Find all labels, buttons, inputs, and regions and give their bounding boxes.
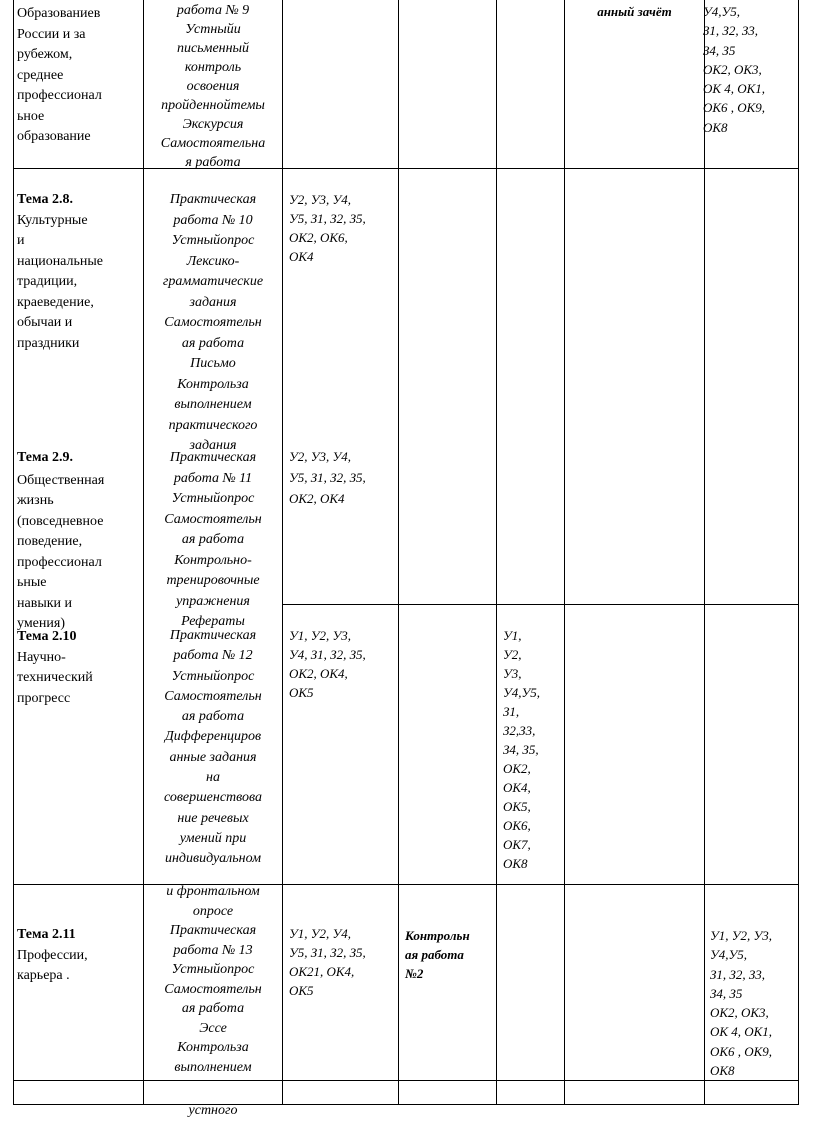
row-5-control: Контрольн ая работа №2 — [405, 928, 470, 981]
row-1-competencies: У4,У5, З1, З2, З3, З4, З5 ОК2, ОК3, ОК 4, ОК1, ОК6 , ОК9, ОК8 — [703, 4, 766, 135]
col-divider-4 — [496, 0, 497, 1105]
row-3-topic-text: Общественная жизнь (повседневное поведение, профессионал ьные навыки и умения) — [17, 472, 105, 631]
row-divider-4 — [13, 1104, 799, 1105]
row-4-topic-title: Тема 2.10 — [17, 629, 77, 644]
row-2-topic-text: Культурные и национальные традиции, краеведение, обычаи и праздники — [17, 212, 104, 351]
row-4-results: У1, У2, У3, У4,У5, З1, З2,З3, З4, З5, ОК2, ОК4, ОК5, ОК6, ОК7, ОК8 — [503, 628, 540, 871]
row-1-forms: работа № 9 Устныйи письменный контроль освоения пройденнойтемы Экскурсия Самостоятельна я работа — [160, 3, 266, 170]
row-3-skills: У2, У3, У4, У5, З1, З2, З5, ОК2, ОК4 — [289, 449, 366, 506]
row-4-topic — [17, 627, 143, 709]
row-2-topic — [17, 190, 143, 354]
row-divider-1 — [13, 168, 799, 169]
row-5-competencies: У1, У2, У3, У4,У5, З1, З2, З3, З4, З5 ОК2, ОК3, ОК 4, ОК1, ОК6 , ОК9, ОК8 — [710, 928, 773, 1079]
row-divider-3 — [13, 1080, 799, 1081]
row-2-topic-title: Тема 2.8. — [17, 192, 73, 207]
row-5-topic-text: Профессии, карьера . — [17, 947, 88, 983]
col-divider-3 — [398, 0, 399, 1105]
row-1-assessment: анный зачёт — [597, 4, 672, 19]
row-3-forms: Практическая работа № 11 Устныйопрос Самостоятельн ая работа Контрольно- тренировочные упражнения Рефераты — [164, 450, 262, 629]
row-5-forms: и фронтальном опросе Практическая работа № 13 Устныйопрос Самостоятельн ая работа Эссе Контрольза выполнением — [164, 884, 262, 1075]
row-divider-2 — [13, 884, 799, 885]
row-3-topic-title: Тема 2.9. — [17, 450, 73, 465]
col-divider-5 — [564, 0, 565, 1105]
row-2-forms: Практическая работа № 10 Устныйопрос Лексико- грамматические задания Самостоятельн ая работа Письмо Контрольза выполнением практического задания — [162, 192, 264, 453]
row-2-skills: У2, У3, У4, У5, З1, З2, З5, ОК2, ОК6, ОК4 — [289, 192, 366, 264]
table-border-left — [13, 0, 14, 1105]
row-5-topic — [17, 925, 143, 987]
row-4-forms: Практическая работа № 12 Устныйопрос Самостоятельн ая работа Дифференциров анные задания на совершенствова ние речевых умений при индивидуальном — [163, 628, 263, 867]
table-border-right — [798, 0, 799, 1105]
col-divider-6 — [704, 0, 705, 1105]
row-4-skills: У1, У2, У3, У4, З1, З2, З5, ОК2, ОК4, ОК5 — [289, 628, 366, 700]
footer-continuation: устного — [188, 1103, 238, 1118]
col-divider-2 — [282, 0, 283, 1105]
row-5-topic-title: Тема 2.11 — [17, 927, 76, 942]
row-1-topic — [17, 4, 143, 148]
row-1-topic-text: Образованиев России и за рубежом, среднее профессионал ьное образование — [17, 6, 102, 144]
row-4-topic-text: Научно- технический прогресс — [17, 649, 93, 706]
row-divider-5 — [282, 604, 799, 605]
row-5-skills: У1, У2, У4, У5, З1, З2, З5, ОК21, ОК4, ОК5 — [289, 926, 366, 998]
row-3-topic — [17, 448, 143, 635]
